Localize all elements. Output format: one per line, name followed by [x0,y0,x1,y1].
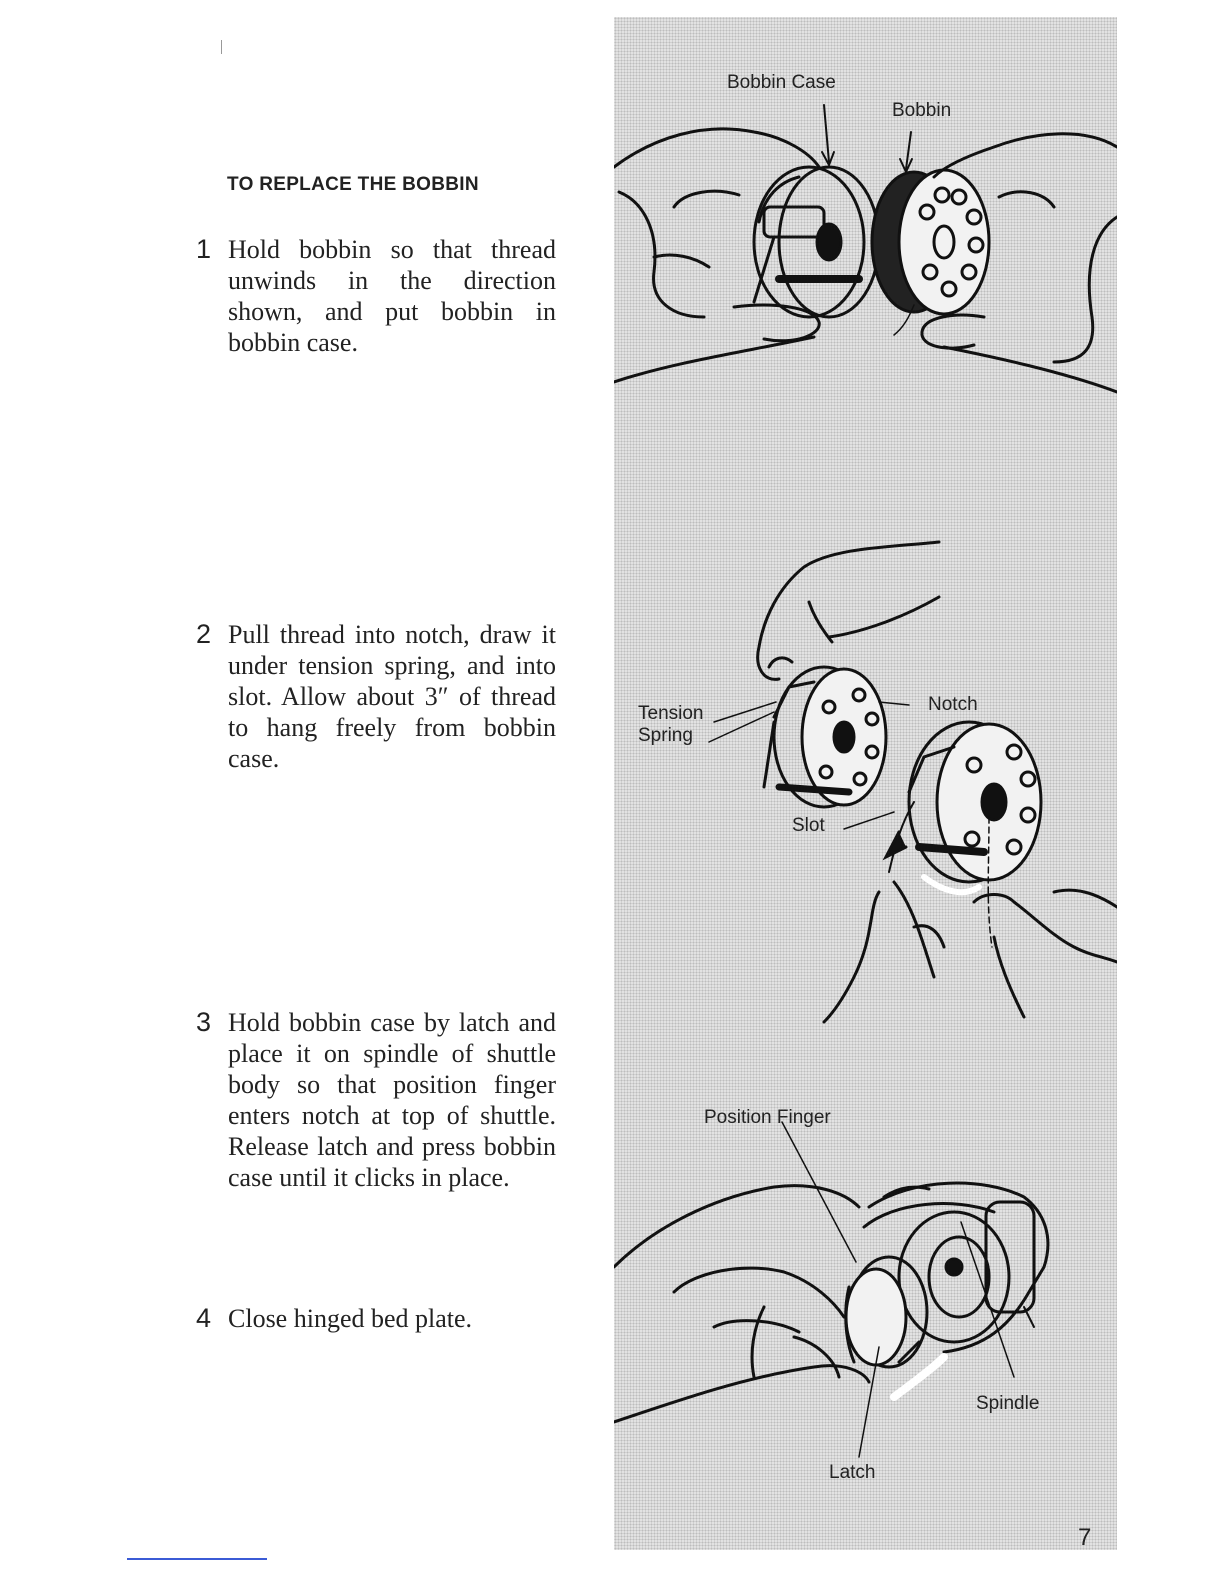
step-number: 4 [196,1303,212,1333]
step-2 [196,619,556,774]
label-tension-line1: Tension [638,703,704,724]
label-spindle: Spindle [976,1393,1040,1414]
figure-2 [614,507,1117,1027]
step-4 [196,1303,556,1334]
figure-3 [614,1077,1117,1507]
step-3 [196,1007,556,1193]
margin-mark [221,40,222,54]
label-notch: Notch [928,694,978,715]
label-bobbin: Bobbin [892,100,952,121]
step-number: 3 [196,1007,212,1037]
step-1 [196,234,556,358]
label-slot: Slot [792,815,825,836]
step-text: Close hinged bed plate. [228,1304,473,1333]
bobbin-and-case-illustration-icon [614,17,1117,437]
section-heading: TO REPLACE THE BOBBIN [227,174,479,195]
figure-1 [614,17,1117,437]
page-number: 7 [1078,1524,1092,1551]
label-position-finger: Position Finger [704,1107,831,1128]
step-text: Pull thread into notch, draw it under tension spring, and into slot. Allow about 3″ of thread to hang freely from bobbin case. [228,620,556,773]
step-text: Hold bobbin case by latch and place it on spindle of shuttle body so that position finger enters notch at top of shuttle. Release latch and press bobbin case until it clicks in place. [228,1008,556,1192]
step-number: 1 [196,234,212,264]
step-text: Hold bobbin so that thread unwinds in the direction shown, and put bobbin in bobbin case. [228,235,556,357]
footer-rule [127,1558,267,1560]
label-tension-line2: Spring [638,725,693,746]
label-latch: Latch [829,1462,876,1483]
inserting-bobbin-case-illustration-icon [614,1077,1117,1507]
step-number: 2 [196,619,212,649]
illustration-column [614,17,1117,1550]
label-bobbin-case: Bobbin Case [727,72,836,93]
threading-bobbin-case-illustration-icon [614,507,1117,1027]
